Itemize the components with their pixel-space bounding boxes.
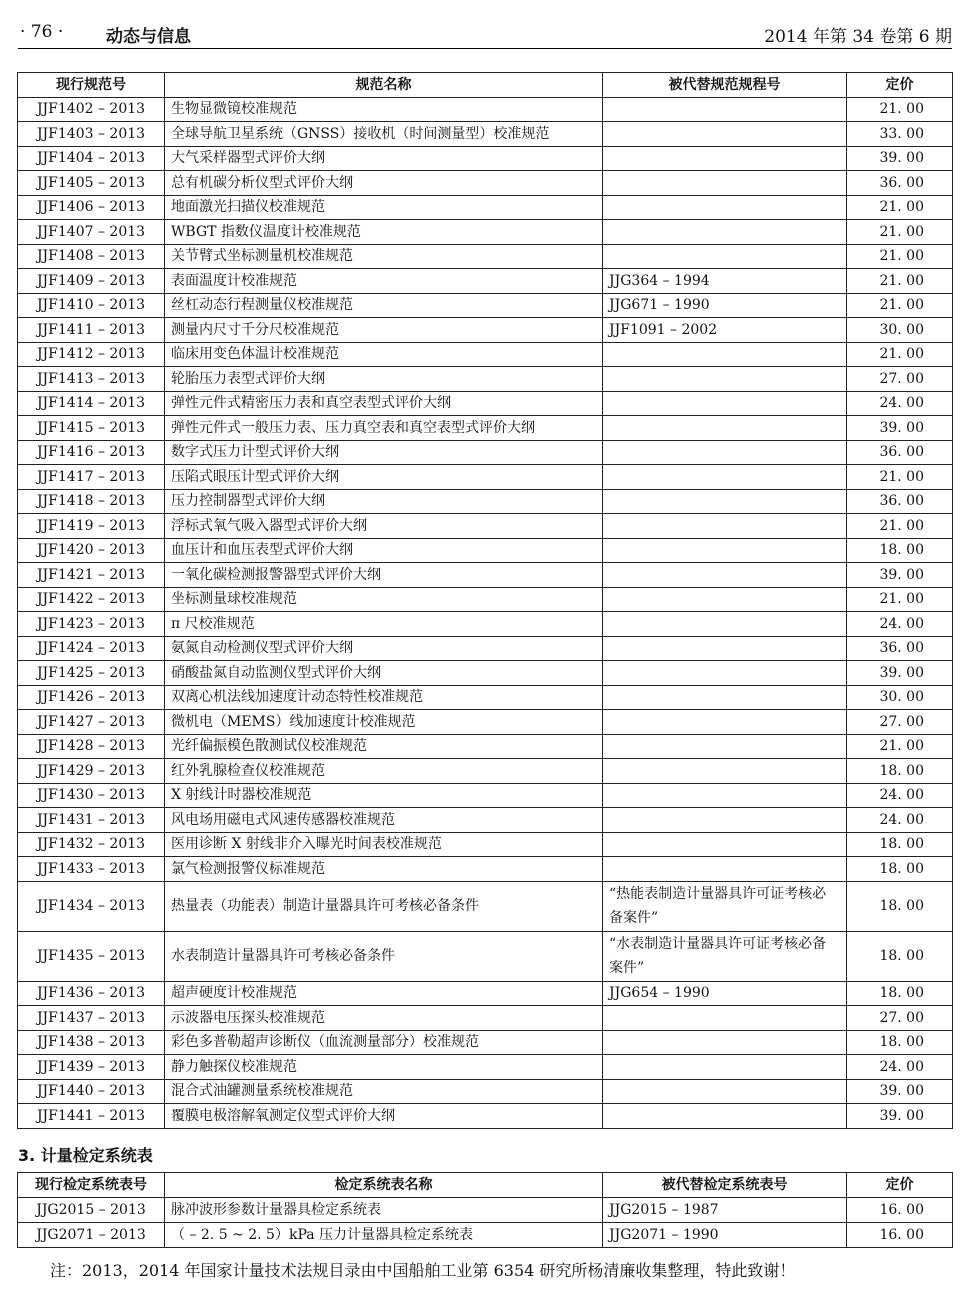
cell-name: 示波器电压探头校准规范	[165, 1006, 603, 1031]
cell-code: JJF1430 – 2013	[18, 783, 165, 808]
table-row	[18, 1104, 953, 1129]
col-header-price: 定价	[847, 1173, 953, 1198]
cell-name: 风电场用磁电式风速传感器校准规范	[165, 808, 603, 833]
table-row	[18, 734, 953, 759]
cell-price: 24. 00	[847, 1055, 953, 1080]
cell-code: JJG2071 – 2013	[18, 1223, 165, 1248]
cell-code: JJF1432 – 2013	[18, 832, 165, 857]
table-row	[18, 465, 953, 490]
cell-name: 弹性元件式一般压力表、压力真空表和真空表型式评价大纲	[165, 416, 603, 441]
cell-price: 36. 00	[847, 636, 953, 661]
cell-replaced	[603, 440, 847, 465]
cell-replaced	[603, 391, 847, 416]
cell-name: 全球导航卫星系统（GNSS）接收机（时间测量型）校准规范	[165, 122, 603, 147]
table-row	[18, 1223, 953, 1248]
cell-price: 27. 00	[847, 1006, 953, 1031]
table-row	[18, 661, 953, 686]
cell-name: 压力控制器型式评价大纲	[165, 489, 603, 514]
cell-name: 数字式压力计型式评价大纲	[165, 440, 603, 465]
cell-replaced	[603, 759, 847, 784]
cell-name: 坐标测量球校准规范	[165, 587, 603, 612]
col-header-name: 规范名称	[165, 73, 603, 98]
cell-code: JJF1415 – 2013	[18, 416, 165, 441]
table-row	[18, 367, 953, 392]
cell-price: 18. 00	[847, 538, 953, 563]
cell-replaced	[603, 171, 847, 196]
table-row	[18, 563, 953, 588]
cell-name: 彩色多普勒超声诊断仪（血流测量部分）校准规范	[165, 1030, 603, 1055]
cell-code: JJF1438 – 2013	[18, 1030, 165, 1055]
cell-price: 39. 00	[847, 1104, 953, 1129]
cell-code: JJF1424 – 2013	[18, 636, 165, 661]
cell-replaced	[603, 220, 847, 245]
cell-name: 混合式油罐测量系统校准规范	[165, 1079, 603, 1104]
cell-name: 水表制造计量器具许可考核必备条件	[165, 931, 603, 981]
cell-price: 21. 00	[847, 514, 953, 539]
cell-code: JJF1422 – 2013	[18, 587, 165, 612]
cell-price: 16. 00	[847, 1223, 953, 1248]
cell-code: JJF1411 – 2013	[18, 318, 165, 343]
table-row	[18, 440, 953, 465]
cell-name: 脉冲波形参数计量器具检定系统表	[165, 1198, 603, 1223]
cell-name: 氯气检测报警仪标准规范	[165, 857, 603, 882]
cell-name: 压陷式眼压计型式评价大纲	[165, 465, 603, 490]
cell-name: 地面激光扫描仪校准规范	[165, 195, 603, 220]
cell-name: 弹性元件式精密压力表和真空表型式评价大纲	[165, 391, 603, 416]
table-row	[18, 612, 953, 637]
cell-code: JJF1418 – 2013	[18, 489, 165, 514]
cell-replaced	[603, 195, 847, 220]
cell-code: JJF1441 – 2013	[18, 1104, 165, 1129]
table-row	[18, 783, 953, 808]
cell-code: JJF1420 – 2013	[18, 538, 165, 563]
cell-replaced: JJG671 – 1990	[603, 293, 847, 318]
cell-replaced	[603, 636, 847, 661]
table-row	[18, 636, 953, 661]
cell-name: 红外乳腺检查仪校准规范	[165, 759, 603, 784]
cell-price: 24. 00	[847, 783, 953, 808]
cell-price: 21. 00	[847, 587, 953, 612]
verification-system-table	[17, 1172, 953, 1248]
cell-code: JJF1439 – 2013	[18, 1055, 165, 1080]
cell-name: 浮标式氧气吸入器型式评价大纲	[165, 514, 603, 539]
table-row	[18, 931, 953, 981]
table-row	[18, 759, 953, 784]
table-row	[18, 318, 953, 343]
cell-replaced	[603, 808, 847, 833]
cell-code: JJF1410 – 2013	[18, 293, 165, 318]
section-3-heading: 3. 计量检定系统表	[18, 1146, 153, 1165]
cell-price: 21. 00	[847, 293, 953, 318]
cell-code: JJF1406 – 2013	[18, 195, 165, 220]
cell-name: 血压计和血压表型式评价大纲	[165, 538, 603, 563]
cell-replaced	[603, 1030, 847, 1055]
table-row	[18, 587, 953, 612]
cell-price: 30. 00	[847, 685, 953, 710]
cell-replaced	[603, 661, 847, 686]
col-header-code: 现行规范号	[18, 73, 165, 98]
cell-name: π 尺校准规范	[165, 612, 603, 637]
cell-price: 18. 00	[847, 1030, 953, 1055]
table-row	[18, 416, 953, 441]
page-header	[20, 22, 952, 48]
cell-code: JJF1419 – 2013	[18, 514, 165, 539]
cell-replaced	[603, 122, 847, 147]
col-header-name: 检定系统表名称	[165, 1173, 603, 1198]
cell-name: 静力触探仪校准规范	[165, 1055, 603, 1080]
cell-name: 测量内尺寸千分尺校准规范	[165, 318, 603, 343]
cell-name: 关节臂式坐标测量机校准规范	[165, 244, 603, 269]
cell-code: JJF1402 – 2013	[18, 97, 165, 122]
cell-replaced: “热能表制造计量器具许可证考核必备案件”	[603, 881, 847, 931]
cell-price: 18. 00	[847, 931, 953, 981]
cell-replaced: “水表制造计量器具许可证考核必备案件”	[603, 931, 847, 981]
cell-price: 24. 00	[847, 391, 953, 416]
cell-replaced	[603, 734, 847, 759]
cell-price: 39. 00	[847, 1079, 953, 1104]
cell-name: 丝杠动态行程测量仪校准规范	[165, 293, 603, 318]
col-header-price: 定价	[847, 73, 953, 98]
cell-price: 18. 00	[847, 981, 953, 1006]
cell-code: JJF1408 – 2013	[18, 244, 165, 269]
table-row	[18, 97, 953, 122]
cell-name: 生物显微镜校准规范	[165, 97, 603, 122]
cell-name: 微机电（MEMS）线加速度计校准规范	[165, 710, 603, 735]
cell-code: JJF1426 – 2013	[18, 685, 165, 710]
cell-name: （ – 2. 5 ~ 2. 5）kPa 压力计量器具检定系统表	[165, 1223, 603, 1248]
cell-replaced	[603, 857, 847, 882]
cell-price: 27. 00	[847, 367, 953, 392]
cell-price: 39. 00	[847, 416, 953, 441]
cell-name: 轮胎压力表型式评价大纲	[165, 367, 603, 392]
cell-replaced	[603, 538, 847, 563]
cell-code: JJF1440 – 2013	[18, 1079, 165, 1104]
cell-code: JJF1431 – 2013	[18, 808, 165, 833]
cell-name: 一氧化碳检测报警器型式评价大纲	[165, 563, 603, 588]
cell-code: JJF1416 – 2013	[18, 440, 165, 465]
cell-code: JJF1412 – 2013	[18, 342, 165, 367]
header-rule	[18, 48, 952, 49]
table-row	[18, 710, 953, 735]
table-row	[18, 881, 953, 931]
table-row	[18, 808, 953, 833]
table-row	[18, 269, 953, 294]
table-row	[18, 981, 953, 1006]
table-row	[18, 1198, 953, 1223]
cell-code: JJF1421 – 2013	[18, 563, 165, 588]
cell-code: JJG2015 – 2013	[18, 1198, 165, 1223]
cell-replaced: JJG654 – 1990	[603, 981, 847, 1006]
cell-price: 24. 00	[847, 612, 953, 637]
cell-replaced	[603, 832, 847, 857]
cell-name: 大气采样器型式评价大纲	[165, 146, 603, 171]
table-row	[18, 146, 953, 171]
table-row	[18, 489, 953, 514]
cell-replaced	[603, 244, 847, 269]
cell-price: 24. 00	[847, 808, 953, 833]
cell-price: 16. 00	[847, 1198, 953, 1223]
table-row	[18, 391, 953, 416]
cell-name: 氨氮自动检测仪型式评价大纲	[165, 636, 603, 661]
cell-replaced	[603, 489, 847, 514]
cell-replaced: JJF1091 – 2002	[603, 318, 847, 343]
table-row	[18, 122, 953, 147]
cell-price: 33. 00	[847, 122, 953, 147]
cell-price: 39. 00	[847, 146, 953, 171]
cell-replaced	[603, 563, 847, 588]
cell-code: JJF1407 – 2013	[18, 220, 165, 245]
cell-price: 36. 00	[847, 440, 953, 465]
cell-code: JJF1425 – 2013	[18, 661, 165, 686]
table-row	[18, 685, 953, 710]
table-row	[18, 538, 953, 563]
table-row	[18, 171, 953, 196]
cell-price: 18. 00	[847, 881, 953, 931]
cell-replaced	[603, 97, 847, 122]
cell-replaced	[603, 1006, 847, 1031]
cell-replaced	[603, 1104, 847, 1129]
issue-label: 2014 年第 34 卷第 6 期	[764, 27, 952, 47]
cell-price: 18. 00	[847, 857, 953, 882]
cell-code: JJF1435 – 2013	[18, 931, 165, 981]
table-row	[18, 220, 953, 245]
cell-name: 总有机碳分析仪型式评价大纲	[165, 171, 603, 196]
cell-code: JJF1405 – 2013	[18, 171, 165, 196]
cell-replaced	[603, 685, 847, 710]
cell-code: JJF1403 – 2013	[18, 122, 165, 147]
table-row	[18, 832, 953, 857]
table-row	[18, 1030, 953, 1055]
cell-price: 39. 00	[847, 563, 953, 588]
cell-replaced	[603, 342, 847, 367]
cell-price: 21. 00	[847, 195, 953, 220]
cell-code: JJF1429 – 2013	[18, 759, 165, 784]
cell-name: 热量表（功能表）制造计量器具许可考核必备条件	[165, 881, 603, 931]
cell-name: 超声硬度计校准规范	[165, 981, 603, 1006]
cell-price: 21. 00	[847, 465, 953, 490]
cell-replaced	[603, 367, 847, 392]
col-header-code: 现行检定系统表号	[18, 1173, 165, 1198]
cell-code: JJF1427 – 2013	[18, 710, 165, 735]
cell-replaced	[603, 783, 847, 808]
cell-replaced	[603, 1055, 847, 1080]
cell-code: JJF1404 – 2013	[18, 146, 165, 171]
cell-replaced	[603, 1079, 847, 1104]
col-header-replaced: 被代替检定系统表号	[603, 1173, 847, 1198]
cell-price: 18. 00	[847, 759, 953, 784]
table-row	[18, 1079, 953, 1104]
cell-code: JJF1409 – 2013	[18, 269, 165, 294]
cell-name: 覆膜电极溶解氧测定仪型式评价大纲	[165, 1104, 603, 1129]
cell-code: JJF1433 – 2013	[18, 857, 165, 882]
cell-name: 双离心机法线加速度计动态特性校准规范	[165, 685, 603, 710]
cell-replaced	[603, 416, 847, 441]
cell-replaced: JJG2071 – 1990	[603, 1223, 847, 1248]
cell-price: 36. 00	[847, 489, 953, 514]
cell-replaced: JJG2015 – 1987	[603, 1198, 847, 1223]
footnote: 注：2013，2014 年国家计量技术法规目录由中国船舶工业第 6354 研究所杨清廉收集整理，特此致谢！	[50, 1261, 796, 1280]
cell-replaced	[603, 465, 847, 490]
cell-price: 21. 00	[847, 342, 953, 367]
cell-price: 21. 00	[847, 734, 953, 759]
cell-name: X 射线计时器校准规范	[165, 783, 603, 808]
cell-replaced: JJG364 – 1994	[603, 269, 847, 294]
cell-name: WBGT 指数仪温度计校准规范	[165, 220, 603, 245]
cell-name: 表面温度计校准规范	[165, 269, 603, 294]
table-row	[18, 857, 953, 882]
cell-code: JJF1434 – 2013	[18, 881, 165, 931]
cell-name: 医用诊断 X 射线非介入曝光时间表校准规范	[165, 832, 603, 857]
table-row	[18, 514, 953, 539]
cell-code: JJF1417 – 2013	[18, 465, 165, 490]
cell-replaced	[603, 710, 847, 735]
cell-replaced	[603, 612, 847, 637]
col-header-replaced: 被代替规范规程号	[603, 73, 847, 98]
cell-price: 39. 00	[847, 661, 953, 686]
cell-price: 27. 00	[847, 710, 953, 735]
section-title: 动态与信息	[106, 27, 191, 47]
cell-price: 18. 00	[847, 832, 953, 857]
cell-price: 21. 00	[847, 269, 953, 294]
cell-price: 21. 00	[847, 220, 953, 245]
table-row	[18, 1055, 953, 1080]
cell-name: 光纤偏振模色散测试仪校准规范	[165, 734, 603, 759]
table-row	[18, 342, 953, 367]
cell-replaced	[603, 514, 847, 539]
table-row	[18, 1006, 953, 1031]
cell-price: 21. 00	[847, 97, 953, 122]
cell-price: 36. 00	[847, 171, 953, 196]
page-number: · 76 ·	[20, 22, 64, 42]
cell-replaced	[603, 587, 847, 612]
cell-price: 21. 00	[847, 244, 953, 269]
cell-code: JJF1414 – 2013	[18, 391, 165, 416]
table-row	[18, 244, 953, 269]
cell-replaced	[603, 146, 847, 171]
cell-price: 30. 00	[847, 318, 953, 343]
cell-code: JJF1423 – 2013	[18, 612, 165, 637]
cell-code: JJF1413 – 2013	[18, 367, 165, 392]
cell-code: JJF1437 – 2013	[18, 1006, 165, 1031]
specification-table	[17, 72, 953, 1129]
table-row	[18, 293, 953, 318]
cell-name: 硝酸盐氮自动监测仪型式评价大纲	[165, 661, 603, 686]
cell-code: JJF1436 – 2013	[18, 981, 165, 1006]
cell-code: JJF1428 – 2013	[18, 734, 165, 759]
cell-name: 临床用变色体温计校准规范	[165, 342, 603, 367]
table-row	[18, 195, 953, 220]
